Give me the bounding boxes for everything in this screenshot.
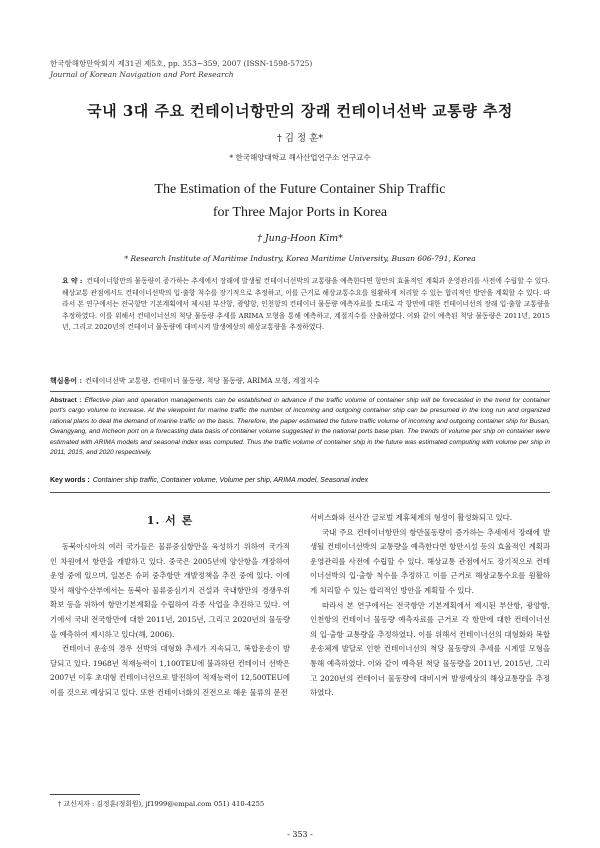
body-column-left [50, 540, 290, 701]
abstract-ko [62, 276, 550, 334]
page-number: - 353 - [287, 830, 313, 839]
paper-title-en [0, 178, 600, 224]
journal-info-en: Journal of Korean Navigation and Port Research [50, 70, 234, 79]
keywords-en-text: Container ship traffic, Container volume, Volume per ship, ARIMA model, Seasonal index [92, 477, 369, 484]
keywords-en [50, 477, 550, 484]
title-en-line2: for Three Major Ports in Korea [212, 205, 388, 220]
intro-paragraph-3: 국내 주요 컨테이너항만의 항만물동량이 증가하는 추세에서 장래에 발생될 컨테이너선박의 교통량을 예측한다면 항만시설 등의 효율적인 계획과 운영관리를 사전에 수립할 수 있다. 해상교통 관점에서도 장기적으로 컨테이너선박의 입·출항 척수를 추정하고 이를 근거로 해상교통수요를 원활하게 처리할 수 있는 합리적인 방안을 계획할 수 있다. [310, 527, 550, 595]
intro-paragraph-2: 컨테이너 운송의 경우 선박의 대형화 추세가 지속되고, 복합운송이 발달되고 있다. 1968년 적재능력이 1,100TEU에 불과하던 컨테이너 선박은 2007년 이후 초대형 컨테이너선으로 발전하여 적재능력이 12,500TEU에 이를 것으로 예상되고 있다. 또한 컨테이너화의 진전으로 해운 물류의 문전 [50, 644, 290, 697]
intro-paragraph-4: 따라서 본 연구에서는 전국항만 기본계획에서 제시된 부산항, 광양항, 인천항의 컨테이너 물동량 예측자료를 근거로 각 항만에 대한 컨테이너선의 입·출항 교통량을 추정하였다. 이를 위해서 컨테이너선의 대형화와 복합운송체계 발달로 인한 컨테이너선의 척당 물동량의 추세를 시계열 모형을 통해 예측하였다. 이와 같이 예측된 척당 물동량을 2011년, 2015년, 그리고 2020년의 컨테이너 물동량에 대비시켜 발생예상의 해상교통량을 추정하였다. [310, 600, 550, 698]
footnote-corresponding-author: † 교신저자 : 김정훈(정회원), jf1999@empal.com 051) 410-4255 [58, 800, 265, 808]
abstract-top-rule [50, 391, 550, 392]
author-ko: † 김 정 훈* [276, 133, 324, 144]
journal-header [50, 58, 312, 80]
affiliation-ko: * 한국해양대학교 해사산업연구소 연구교수 [229, 153, 371, 162]
title-en-line1: The Estimation of the Future Container Ship Traffic [154, 182, 446, 197]
author-en: † Jung-Hoon Kim* [257, 233, 343, 244]
keywords-ko [50, 376, 550, 386]
abstract-en-text: Effective plan and operation managements can be established in advance if the traffic volume of container ship will be forecasted in the trend for container port's cargo volume to increase. At the viewpoint for marine traffic the number of incoming and outgoing container ship can be presumed in the long run and organized rational plans to deal the demand of marine traffic on the basis. Therefore, the paper estimated the future traffic volume of incoming and outgoing container ship for Busan, Gwangyang, and Incheon port on a forecasting data basis of container volume suggested in the national ports base plan. The trends of volume per ship on container were estimated with ARIMA models and seasonal index was computed. Thus the traffic volume of container ship in the future was estimated computing with volume per ship in 2011, 2015, and 2020 respectively. [50, 397, 550, 457]
paper-title-ko: 국내 3대 주요 컨테이너항만의 장래 컨테이너선박 교통량 추정 [87, 102, 513, 120]
abstract-en-label: Abstract : [50, 397, 82, 404]
intro-paragraph-2-cont: 서비스화와 선사간 글로벌 제휴체계의 형성이 활성화되고 있다. [310, 513, 513, 522]
abstract-ko-label: 요 약 : [62, 277, 83, 285]
abstract-bottom-rule [50, 492, 550, 493]
keywords-en-label: Key words : [50, 477, 90, 484]
body-column-right [310, 511, 550, 701]
journal-info-ko: 한국항해항만학회지 제31권 제5호, pp. 353~359, 2007 (ISSN-1598-5725) [50, 59, 313, 68]
affiliation-en: * Research Institute of Maritime Industry, Korea Maritime University, Busan 606-791, Korea [124, 254, 476, 263]
keywords-ko-label: 핵심용어 : [50, 376, 83, 385]
footnote-rule [50, 794, 140, 795]
abstract-ko-text: 컨테이너항만의 물동량이 증가하는 추세에서 장래에 발생될 컨테이너선박의 교통량을 예측한다면 항만의 효율적인 계획과 운영관리를 사전에 수립할 수 있다. 해상교통 관점에서도 컨테이너선박의 입·출항 척수를 장기적으로 추정하고, 이를 근거로 해상교통수요를 원활하게 처리할 수 있는 합리적인 방안을 계획할 수 있다. 따라서 본 연구에서는 전국항만 기본계획에서 제시된 부산항, 광양항, 인천항의 컨테이너 물동량 예측자료를 토대로 각 항만에 대한 컨테이너선의 장래 입·출항 교통량을 추정하였다. 이를 위해서 컨테이너선의 척당 물동량 추세를 ARIMA 모형을 통해 예측하고, 계절지수를 산출하였다. 이와 같이 예측된 척당 물동량은 2011년, 2015년, 그리고 2020년의 컨테이너 물동량에 대비시켜 발생예상의 해상교통량을 추정하였다. [62, 277, 550, 332]
section-title-introduction: 1. 서 론 [146, 514, 194, 527]
keywords-ko-text: 컨테이너선박 교통량, 컨테이너 물동량, 척당 물동량, ARIMA 모형, 계절지수 [85, 377, 320, 385]
abstract-en [50, 396, 550, 458]
intro-paragraph-1: 동북아시아의 여러 국가들은 물류중심항만을 육성하기 위하여 국가적인 차원에서 항만을 개발하고 있다. 중국은 2005년에 양산항을 개장하여 운영 중에 있으며, 일본은 슈퍼 중추항만 개발정책을 추진 중에 있다. 이에 맞서 해양수산부에서는 동북아 물류중심기지 건설과 국내항만의 경쟁우위 확보 등을 위하여 항만기본계획을 수립하여 각종 사업을 추진하고 있다. 여기에서 국내 전국항만에 대한 2011년, 2015년, 그리고 2020년의 물동량을 예측하여 제시하고 있다(해, 2006). [50, 542, 290, 639]
